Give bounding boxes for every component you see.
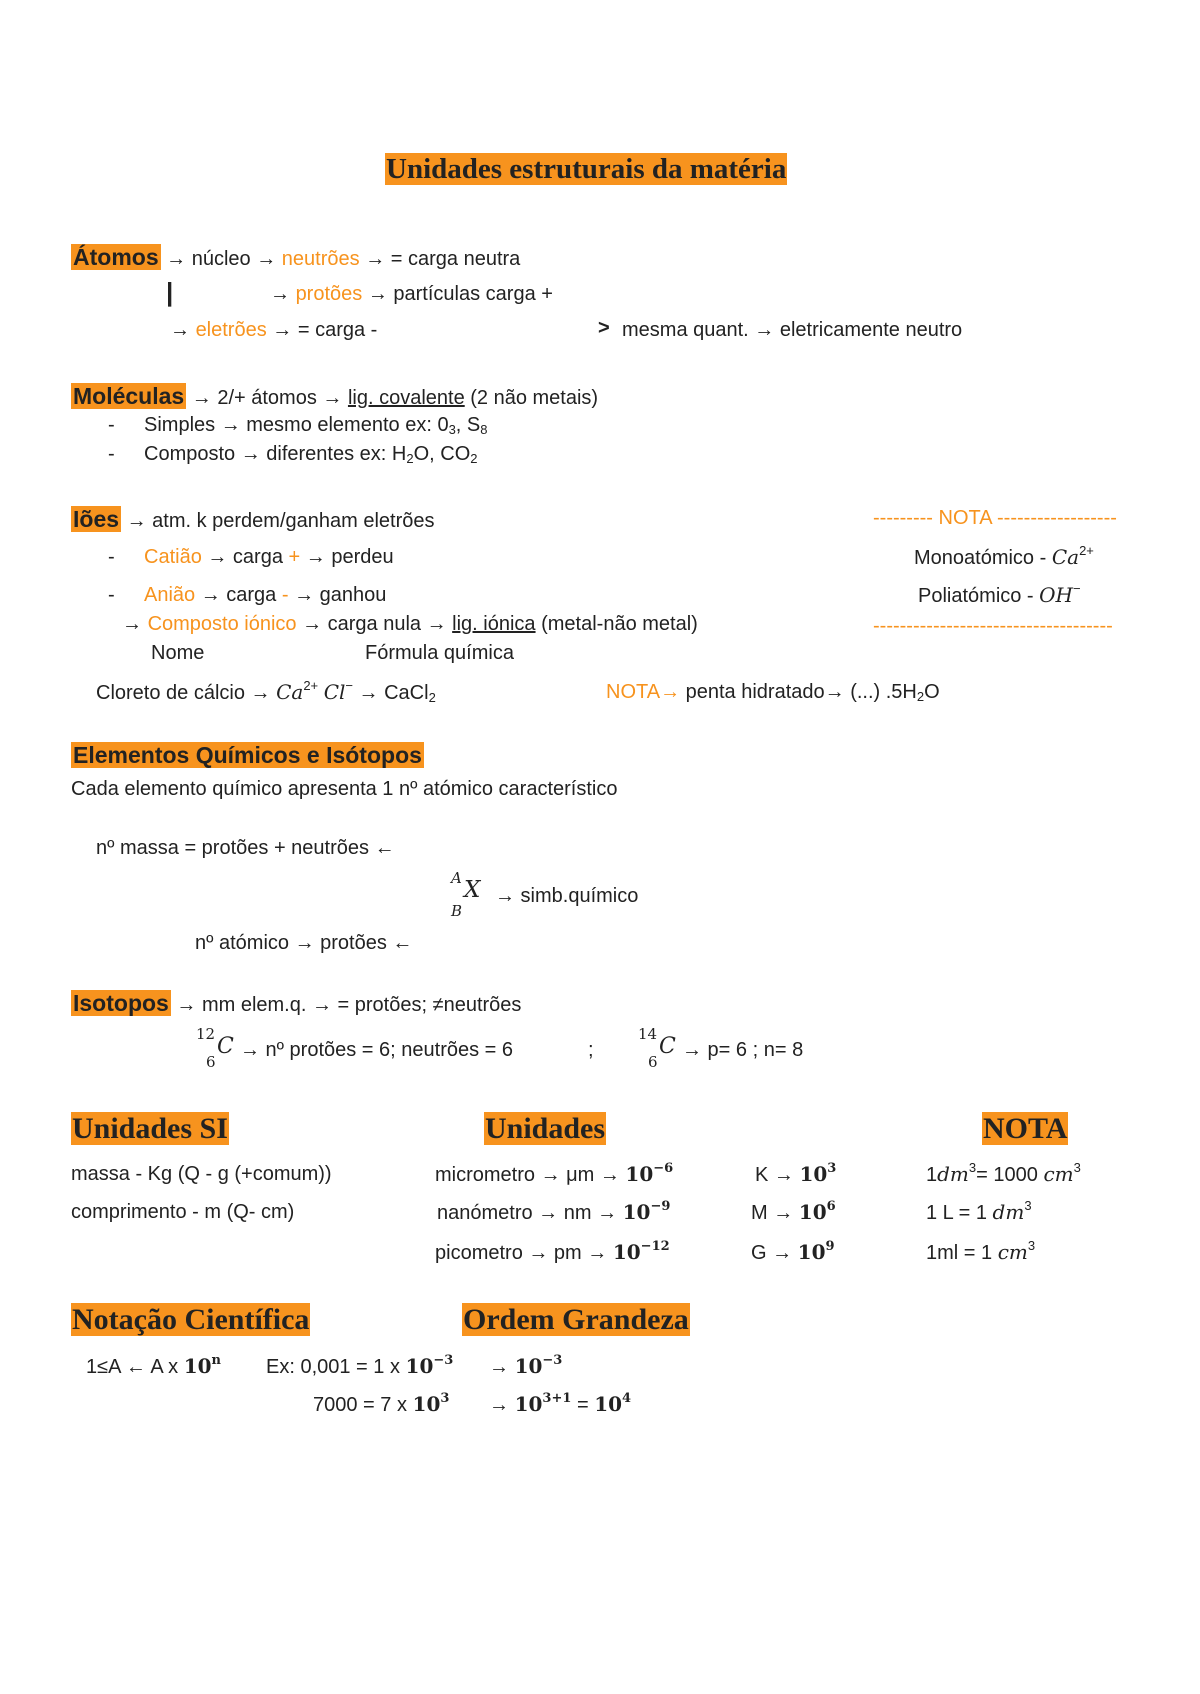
big-m-text: M →	[751, 1202, 799, 1224]
note-litro-sup: 3	[1024, 1198, 1032, 1213]
ioes-heading: Iões	[73, 506, 120, 532]
notacao-ex-base: 10	[405, 1354, 434, 1378]
catiao-label: Catião	[144, 546, 202, 568]
ordem-r1-arrow: →	[489, 1356, 515, 1378]
ordem-r2-exp: 3+1	[542, 1391, 572, 1406]
cloreto-ca: Ca	[276, 680, 304, 704]
page-title-text: Unidades estruturais da matéria	[386, 153, 787, 185]
unidades-heading-wrap	[484, 1110, 606, 1148]
isotopo-c12-mass: 12	[196, 1025, 216, 1043]
prefix-nano	[437, 1200, 670, 1225]
ordem-r2-exp-final: 4	[622, 1391, 632, 1406]
prefix-micro-exp: −6	[653, 1161, 674, 1176]
atomos-l1-a: → núcleo →	[160, 248, 282, 270]
notacao-l1-base: 10	[183, 1354, 212, 1378]
atomos-neutral-text: mesma quant. → eletricamente neutro	[622, 319, 963, 341]
elementos-heading: Elementos Químicos e Isótopos	[73, 742, 422, 768]
elementos-l1: Cada elemento químico apresenta 1 nº atómico característico	[71, 778, 618, 800]
ioes-poliatomico	[918, 583, 1081, 608]
notacao-l1-a: 1≤A ← A x	[86, 1356, 184, 1378]
composto-ionico-c: → carga nula →	[296, 613, 453, 635]
mono-sup: 2+	[1079, 543, 1094, 558]
prefix-pico-exp: −12	[640, 1239, 670, 1254]
moleculas-heading: Moléculas	[73, 383, 185, 409]
atomos-neutroes: neutrões	[281, 248, 360, 270]
atomos-greater-sign: >	[598, 317, 610, 339]
elementos-simb: → simb.químico	[495, 885, 639, 907]
isotopo-c14-text: → p= 6 ; n= 8	[682, 1039, 804, 1061]
lig-ionica: lig. iónica	[452, 613, 536, 635]
mono-formula: Ca	[1051, 545, 1080, 569]
atomos-l3-a: →	[170, 319, 196, 341]
note-cm-unit: cm	[1043, 1162, 1074, 1186]
big-m-exp: 6	[826, 1199, 836, 1214]
cloreto-b: → CaCl	[353, 682, 429, 704]
ordem-heading-wrap	[462, 1301, 690, 1339]
composto-b: O, CO	[413, 443, 471, 465]
composto-sub-1: 2	[406, 451, 414, 466]
ordem-r2-base: 10	[514, 1392, 543, 1416]
isotopo-c12-sym: C	[217, 1034, 234, 1059]
atomos-line-3	[170, 318, 377, 342]
si-massa: massa - Kg (Q - g (+comum))	[71, 1163, 332, 1185]
cloreto-a: Cloreto de cálcio →	[96, 682, 277, 704]
prefix-nano-text: nanómetro → nm →	[437, 1202, 623, 1224]
big-g-exp: 9	[825, 1239, 835, 1254]
ioes-monoatomico	[914, 545, 1094, 570]
moleculas-l1-a: → 2/+ átomos →	[186, 387, 348, 409]
poli-a: Poliatómico -	[918, 585, 1040, 607]
composto-sub-2: 2	[470, 451, 478, 466]
atomos-eletroes: eletrões	[195, 319, 267, 341]
note-dm-cm-b: = 1000	[976, 1164, 1044, 1186]
ioes-line-1	[71, 505, 435, 533]
isotopo-c12-text: → nº protões = 6; neutrões = 6	[240, 1039, 514, 1061]
big-k	[755, 1162, 836, 1187]
si-comprimento: comprimento - m (Q- cm)	[71, 1201, 295, 1223]
ioes-nome-label: Nome	[151, 642, 205, 664]
ioes-nota-top: --------- NOTA ------------------	[873, 507, 1117, 529]
note-litro	[926, 1200, 1032, 1225]
prefix-pico-base: 10	[612, 1240, 641, 1264]
composto-ionico-e: (metal-não metal)	[535, 613, 698, 635]
ordem-result-2	[489, 1392, 631, 1417]
cloreto-sub: 2	[428, 690, 436, 705]
prefix-nano-base: 10	[622, 1200, 651, 1224]
cloreto-ca-sup: 2+	[303, 678, 319, 693]
simples-b: , S	[455, 414, 481, 436]
ioes-dash-2: -	[108, 584, 115, 606]
isotopo-c14-num: 6	[648, 1053, 658, 1071]
prefix-pico-text: picometro → pm →	[435, 1242, 613, 1264]
isotopo-c14-sym: C	[659, 1034, 676, 1059]
ioes-nota-bottom: ------------------------------------	[873, 615, 1113, 637]
notacao-ex-a: Ex: 0,001 = 1 x	[266, 1356, 406, 1378]
big-k-base: 10	[799, 1162, 828, 1186]
ordem-heading: Ordem Grandeza	[463, 1303, 689, 1336]
aniao-minus: -	[281, 584, 289, 606]
moleculas-line-1	[71, 382, 598, 410]
elementos-massa: nº massa = protões + neutrões ←	[96, 837, 395, 859]
notacao-ex2-a: 7000 = 7 x	[313, 1394, 413, 1416]
note-dm-sup: 3	[968, 1160, 977, 1175]
notacao-example-1	[266, 1354, 453, 1379]
big-k-text: K →	[755, 1164, 800, 1186]
note-litro-a: 1 L = 1	[926, 1202, 993, 1224]
big-g-text: G →	[751, 1242, 798, 1264]
ioes-l1: → atm. k perdem/ganham eletrões	[121, 510, 435, 532]
note-ml-a: 1ml = 1	[926, 1242, 998, 1264]
atomos-branch-bar: |	[166, 277, 174, 307]
atomos-l3-c: → = carga -	[266, 319, 378, 341]
isotopos-heading: Isotopos	[73, 990, 169, 1016]
simples-sub-1: 3	[448, 422, 456, 437]
big-g-base: 10	[797, 1240, 826, 1264]
isotopo-c12-num: 6	[206, 1053, 216, 1071]
elementos-A: A	[451, 869, 462, 887]
elementos-heading-wrap	[71, 741, 424, 769]
note-dm-cm	[926, 1162, 1081, 1187]
page-title	[385, 149, 787, 189]
ioes-composto-ionico	[122, 612, 698, 636]
aniao-label: Anião	[144, 584, 196, 606]
poli-sup: −	[1073, 581, 1081, 596]
isotopos-l1: → mm elem.q. → = protões; ≠neutrões	[170, 994, 522, 1016]
nota-hidratado-b: penta hidratado→ (...) .5H	[680, 681, 917, 703]
notacao-l1-exp: n	[211, 1353, 221, 1368]
ordem-result-1	[489, 1354, 562, 1379]
elementos-B: B	[451, 902, 463, 920]
simples-a: Simples → mesmo elemento ex: 0	[144, 414, 449, 436]
atomos-protoes: protões	[295, 283, 363, 305]
prefix-nano-exp: −9	[650, 1199, 671, 1214]
big-m-base: 10	[798, 1200, 827, 1224]
prefix-pico	[435, 1240, 670, 1265]
moleculas-lig-covalente: lig. covalente	[347, 387, 465, 409]
atomos-line-2	[270, 282, 553, 306]
elementos-X: X	[464, 877, 481, 903]
composto-ionico-label: Composto iónico	[147, 613, 297, 635]
notacao-heading: Notação Científica	[72, 1303, 310, 1336]
unidades-nota-heading-wrap	[982, 1110, 1068, 1148]
elementos-atomico: nº atómico → protões ←	[195, 932, 413, 954]
isotopos-line-1	[71, 989, 521, 1017]
ordem-r1-exp: −3	[542, 1353, 563, 1368]
ordem-r2-base-final: 10	[594, 1392, 623, 1416]
isotopo-c14-mass: 14	[638, 1025, 658, 1043]
ioes-formula-label: Fórmula química	[365, 642, 514, 664]
notacao-ex2-exp: 3	[440, 1391, 450, 1406]
notacao-line-1	[86, 1354, 221, 1379]
cloreto-cl-sup: −	[345, 678, 353, 693]
note-ml	[926, 1240, 1035, 1265]
ordem-r1-base: 10	[514, 1354, 543, 1378]
unidades-si-heading-wrap	[71, 1110, 229, 1148]
catiao-plus: +	[288, 546, 301, 568]
catiao-b: → carga	[201, 546, 289, 568]
atomos-line-1	[71, 243, 520, 271]
ordem-r2-eq: =	[571, 1394, 595, 1416]
note-ml-unit: cm	[997, 1240, 1028, 1264]
notacao-example-2	[313, 1392, 449, 1417]
poli-formula: OH	[1039, 583, 1073, 607]
note-litro-unit: dm	[992, 1200, 1025, 1224]
cloreto-cl: Cl	[323, 680, 346, 704]
note-dm-cm-a: 1	[926, 1164, 938, 1186]
moleculas-composto	[144, 442, 477, 466]
nota-hidratado-c: O	[924, 681, 940, 703]
note-ml-sup: 3	[1027, 1238, 1036, 1253]
ioes-dash-1: -	[108, 546, 115, 568]
notacao-heading-wrap	[71, 1301, 310, 1339]
ioes-catiao	[144, 545, 394, 569]
atomos-heading: Átomos	[73, 244, 159, 270]
isotopos-semicolon: ;	[588, 1039, 594, 1061]
aniao-b: → carga	[195, 584, 282, 606]
unidades-heading: Unidades	[485, 1112, 606, 1145]
moleculas-dash-1: -	[108, 414, 115, 436]
unidades-nota-heading: NOTA	[983, 1112, 1068, 1145]
ioes-nota-hidratado	[606, 680, 940, 704]
big-g	[751, 1240, 835, 1265]
composto-a: Composto → diferentes ex: H	[144, 443, 407, 465]
unidades-si-heading: Unidades SI	[72, 1112, 228, 1145]
mono-a: Monoatómico -	[914, 547, 1052, 569]
atomos-l1-c: → = carga neutra	[359, 248, 521, 270]
prefix-micro-text: micrometro → μm →	[435, 1164, 626, 1186]
nota-hidratado-label: NOTA→	[606, 681, 681, 703]
nota-hidratado-sub: 2	[916, 689, 925, 704]
prefix-micro	[435, 1162, 673, 1187]
ioes-cloreto	[96, 680, 436, 705]
prefix-micro-base: 10	[625, 1162, 654, 1186]
atomos-l2-a: →	[270, 283, 296, 305]
ordem-r2-arrow: →	[489, 1394, 515, 1416]
aniao-d: → ganhou	[288, 584, 387, 606]
big-k-exp: 3	[827, 1161, 837, 1176]
moleculas-simples	[144, 413, 487, 437]
simples-sub-2: 8	[480, 422, 488, 437]
notacao-ex-exp: −3	[433, 1353, 454, 1368]
composto-ionico-a: →	[122, 613, 148, 635]
notacao-ex2-base: 10	[412, 1392, 441, 1416]
big-m	[751, 1200, 836, 1225]
moleculas-dash-2: -	[108, 443, 115, 465]
moleculas-l1-c: (2 não metais)	[464, 387, 599, 409]
note-dm-unit: dm	[937, 1162, 969, 1186]
atomos-l2-c: → partículas carga +	[362, 283, 553, 305]
note-cm-sup: 3	[1073, 1160, 1081, 1175]
ioes-aniao	[144, 583, 386, 607]
catiao-d: → perdeu	[300, 546, 394, 568]
